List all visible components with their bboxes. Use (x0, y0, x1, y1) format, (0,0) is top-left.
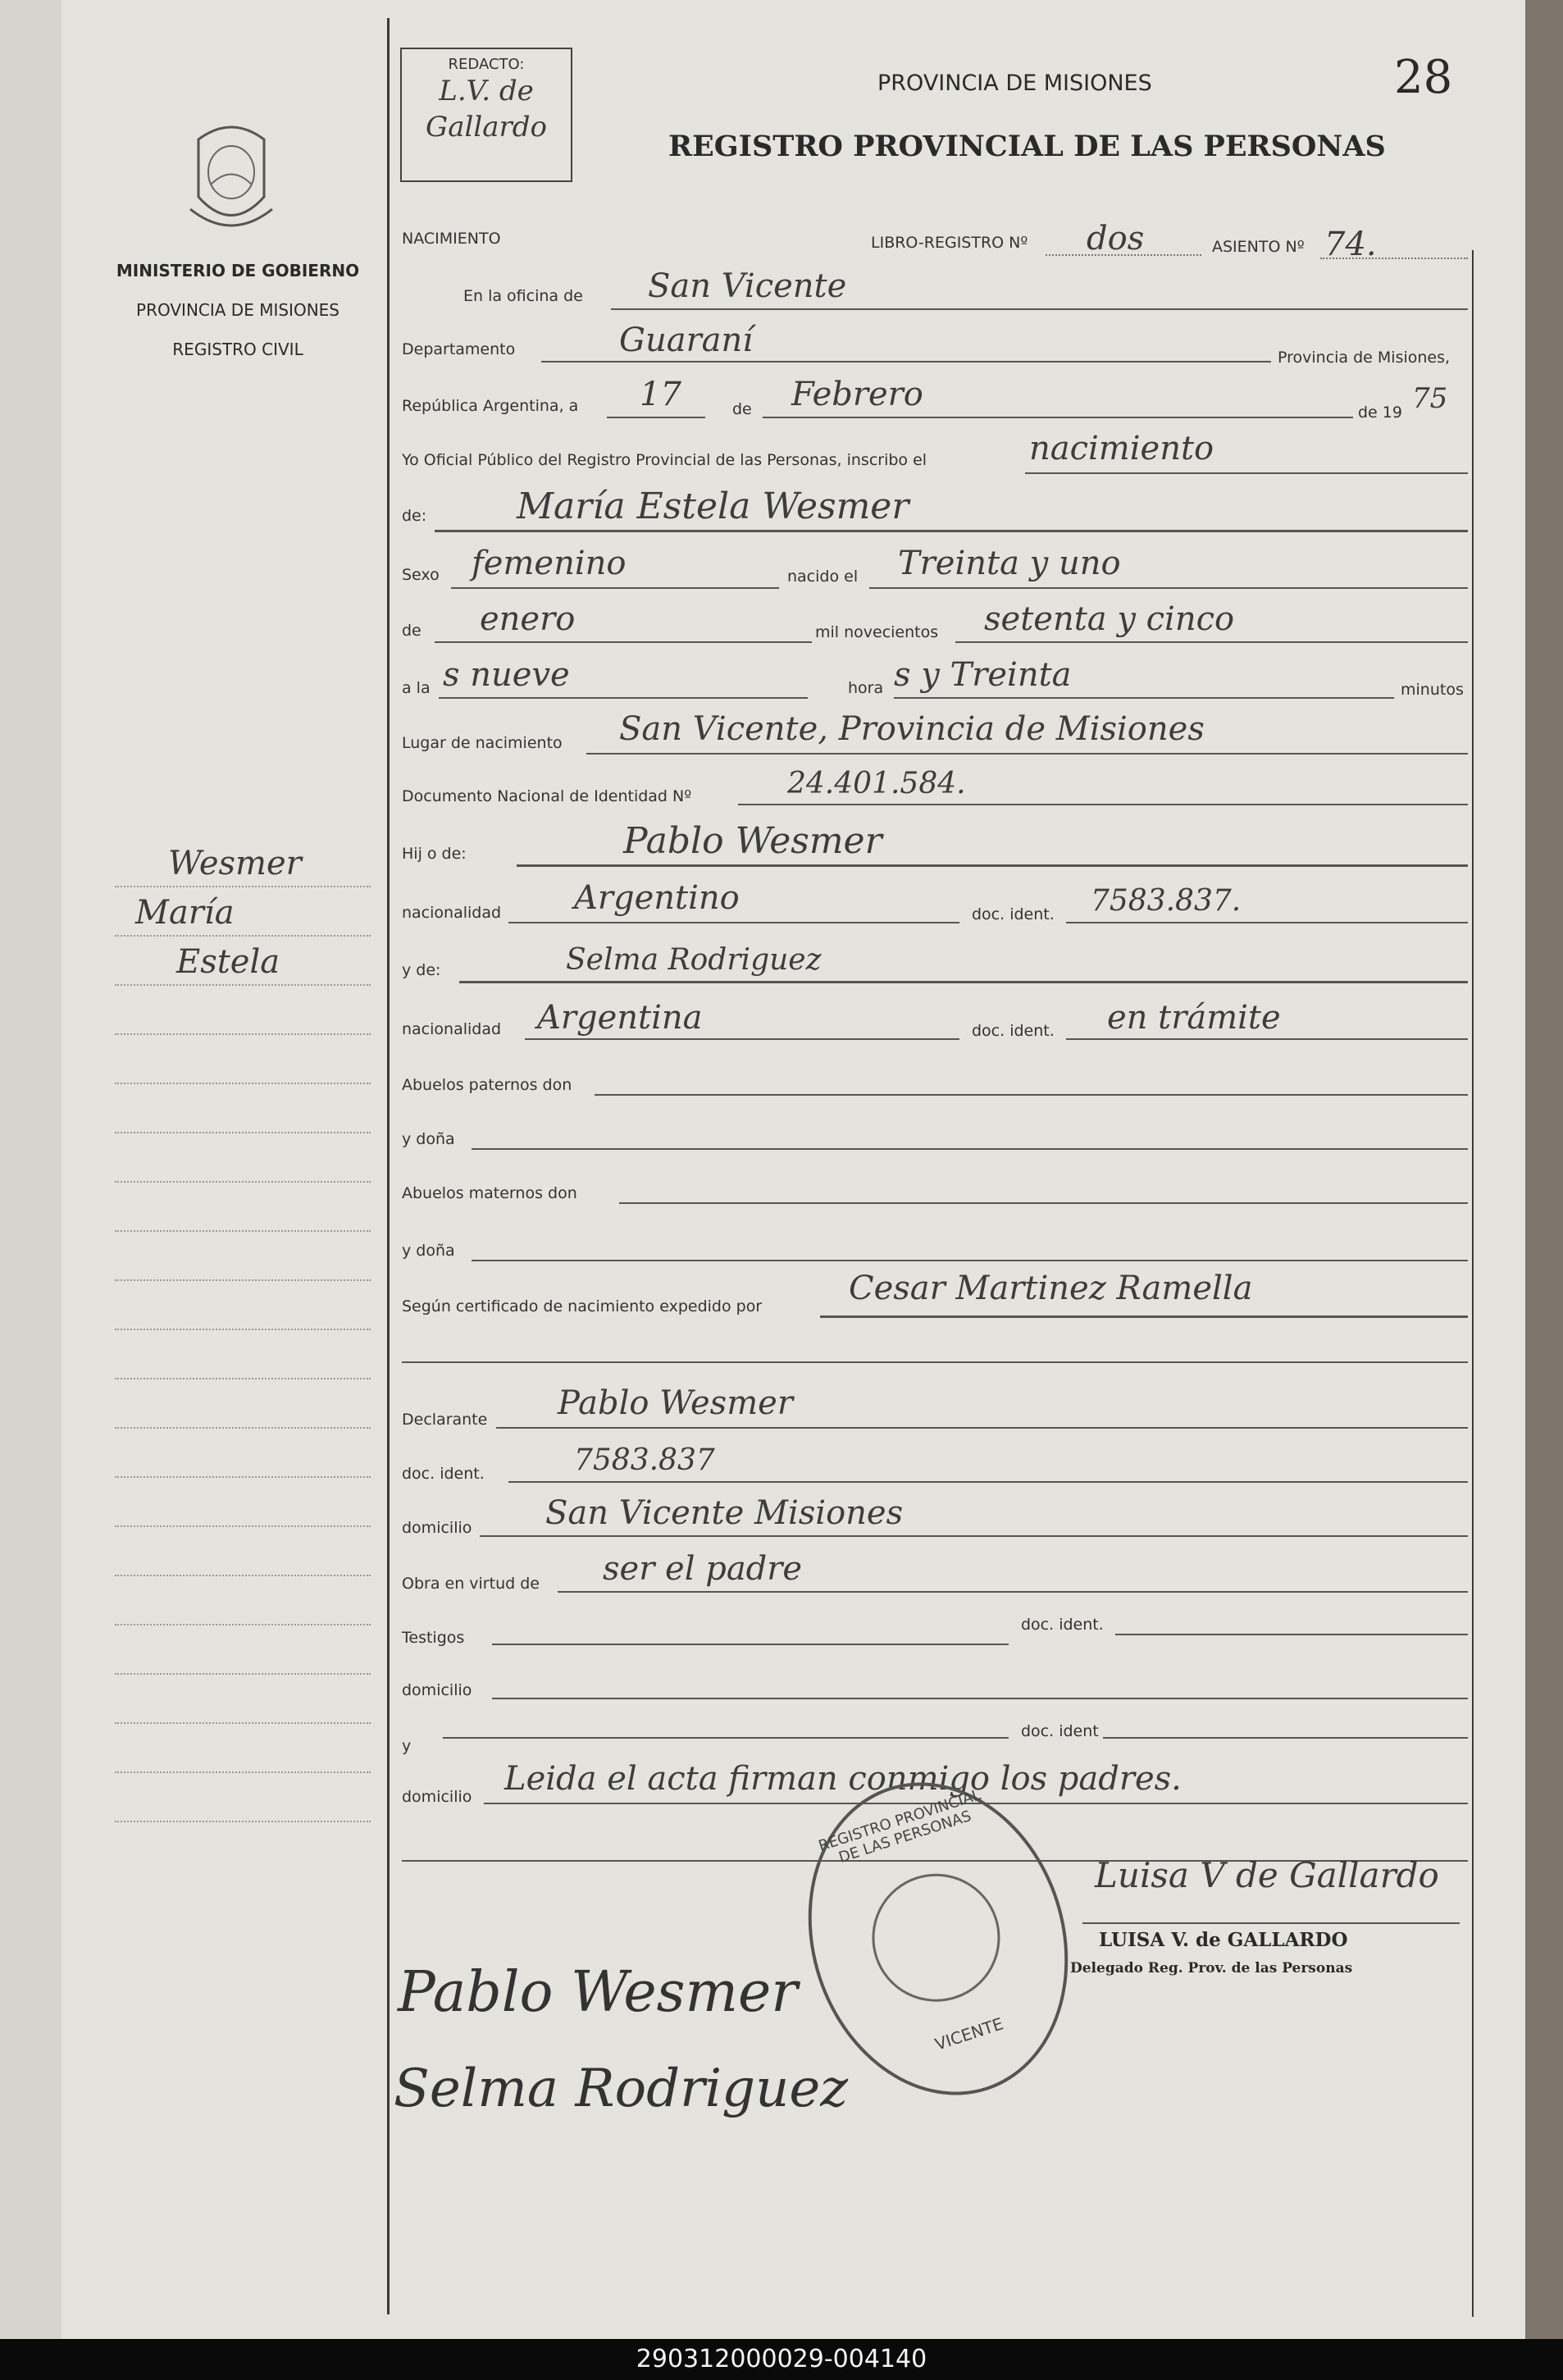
official-name: LUISA V. de GALLARDO (1099, 1929, 1348, 1951)
doc-padre-value: 7583.837. (1091, 884, 1242, 918)
republica-label: República Argentina, a (402, 397, 579, 415)
de-label: de (732, 400, 752, 418)
vertical-rule (387, 18, 390, 2314)
doc-test2-label: doc. ident (1021, 1722, 1099, 1740)
minutos-label: minutos (1401, 681, 1464, 699)
domicilio-decl-value: San Vicente Misiones (545, 1494, 904, 1532)
departamento-value: Guaraní (619, 321, 754, 359)
nac-padre-label: nacionalidad (402, 904, 502, 922)
de-nombre-label: de: (402, 507, 427, 525)
page-number: 28 (1394, 51, 1453, 104)
redacto-label: REDACTO: (448, 56, 525, 73)
hijo-label: Hij o de: (402, 845, 467, 863)
emblem-icon (182, 119, 280, 242)
lugar-label: Lugar de nacimiento (402, 734, 563, 752)
nacido-label: nacido el (787, 568, 859, 586)
abuelos-pat-label: Abuelos paternos don (402, 1076, 572, 1094)
sexo-label: Sexo (402, 566, 440, 584)
anio-label: de 19 (1358, 404, 1402, 422)
ministry-line2: PROVINCIA DE MISIONES (136, 300, 339, 320)
margin-name-line2: María (135, 894, 235, 932)
declarante-label: Declarante (402, 1411, 488, 1429)
hora-label: hora (848, 679, 884, 697)
right-rule (1472, 250, 1474, 2317)
ministry-line3: REGISTRO CIVIL (172, 340, 303, 359)
domicilio-test2-label: domicilio (402, 1788, 472, 1806)
declarante-value: Pablo Wesmer (558, 1384, 793, 1422)
redacto-value: L.V. de Gallardo (426, 75, 547, 144)
asiento-label: ASIENTO Nº (1212, 238, 1305, 256)
ydona2-label: y doña (402, 1242, 455, 1260)
nac-madre-value: Argentina (537, 999, 703, 1037)
domicilio-decl-label: domicilio (402, 1519, 472, 1537)
official-signature: Luisa V de Gallardo (1095, 1855, 1439, 1895)
minutos-value: s y Treinta (894, 656, 1072, 694)
dni-value: 24.401.584. (787, 767, 966, 800)
padre-value: Pablo Wesmer (623, 820, 882, 862)
father-signature: Pablo Wesmer (398, 1960, 798, 2025)
mes-value: Febrero (791, 376, 923, 413)
nacimiento-label: NACIMIENTO (402, 230, 501, 248)
mes-nac-value: enero (480, 600, 576, 638)
anio-value: 75 (1412, 382, 1448, 415)
nombre-value: María Estela Wesmer (517, 486, 909, 527)
libro-label: LIBRO-REGISTRO Nº (871, 234, 1028, 252)
ydona1-label: y doña (402, 1130, 455, 1148)
nacido-value: Treinta y uno (898, 545, 1121, 582)
oficial-label: Yo Oficial Público del Registro Provincial de las Personas, inscribo el (402, 451, 927, 469)
dni-label: Documento Nacional de Identidad Nº (402, 787, 692, 805)
seal-text: REGISTRO PROVINCIAL DE LAS PERSONAS (816, 1786, 983, 1867)
doc-madre-value: en trámite (1107, 999, 1281, 1037)
seal-emblem-icon (855, 1857, 1017, 2018)
ministry-line1: MINISTERIO DE GOBIERNO (116, 261, 360, 280)
oficina-label: En la oficina de (463, 287, 583, 305)
departamento-label: Departamento (402, 340, 516, 358)
leida-value: Leida el acta firman conmigo los padres. (504, 1760, 1182, 1798)
madre-value: Selma Rodriguez (566, 943, 822, 977)
oficina-value: San Vicente (648, 267, 847, 305)
mil-label: mil novecientos (815, 623, 939, 641)
mother-signature: Selma Rodriguez (394, 2059, 848, 2119)
margin-name-line1: Wesmer (168, 845, 302, 882)
nac-madre-label: nacionalidad (402, 1020, 502, 1038)
obra-value: ser el padre (603, 1550, 803, 1588)
obra-label: Obra en virtud de (402, 1575, 540, 1593)
registry-title: REGISTRO PROVINCIAL DE LAS PERSONAS (668, 130, 1386, 163)
doc-madre-label: doc. ident. (972, 1022, 1055, 1040)
domicilio-test-label: domicilio (402, 1681, 472, 1699)
hora-value: s nueve (443, 656, 570, 694)
testigos-label: Testigos (402, 1629, 465, 1647)
province-header: PROVINCIA DE MISIONES (877, 71, 1152, 96)
doc-padre-label: doc. ident. (972, 905, 1055, 923)
de-mes-label: de (402, 622, 422, 640)
yde-label: y de: (402, 961, 441, 979)
footer-id: 290312000029-004140 (0, 2339, 1563, 2380)
lugar-value: San Vicente, Provincia de Misiones (619, 710, 1205, 748)
abuelos-mat-label: Abuelos maternos don (402, 1184, 577, 1202)
official-title: Delegado Reg. Prov. de las Personas (1070, 1960, 1353, 1976)
doc-decl-value: 7583.837 (574, 1443, 715, 1477)
inscribo-value: nacimiento (1029, 430, 1214, 467)
asiento-value: 74. (1324, 226, 1377, 263)
dia-value: 17 (640, 376, 681, 413)
anio-nac-value: setenta y cinco (984, 600, 1235, 638)
certificado-label: Según certificado de nacimiento expedido por (402, 1297, 763, 1315)
seal-bottom: VICENTE (932, 2013, 1006, 2054)
doc-test-label: doc. ident. (1021, 1616, 1104, 1634)
redacto-box (400, 48, 572, 182)
doc-decl-label: doc. ident. (402, 1465, 485, 1483)
libro-value: dos (1087, 220, 1145, 258)
y-label: y (402, 1737, 412, 1755)
a-la-label: a la (402, 679, 431, 697)
page-binding-edge (0, 0, 62, 2339)
sexo-value: femenino (472, 545, 627, 582)
nac-padre-value: Argentino (574, 879, 740, 917)
margin-name-line3: Estela (176, 943, 280, 981)
certificado-value: Cesar Martinez Ramella (849, 1270, 1253, 1307)
provincia-label: Provincia de Misiones, (1278, 349, 1451, 367)
